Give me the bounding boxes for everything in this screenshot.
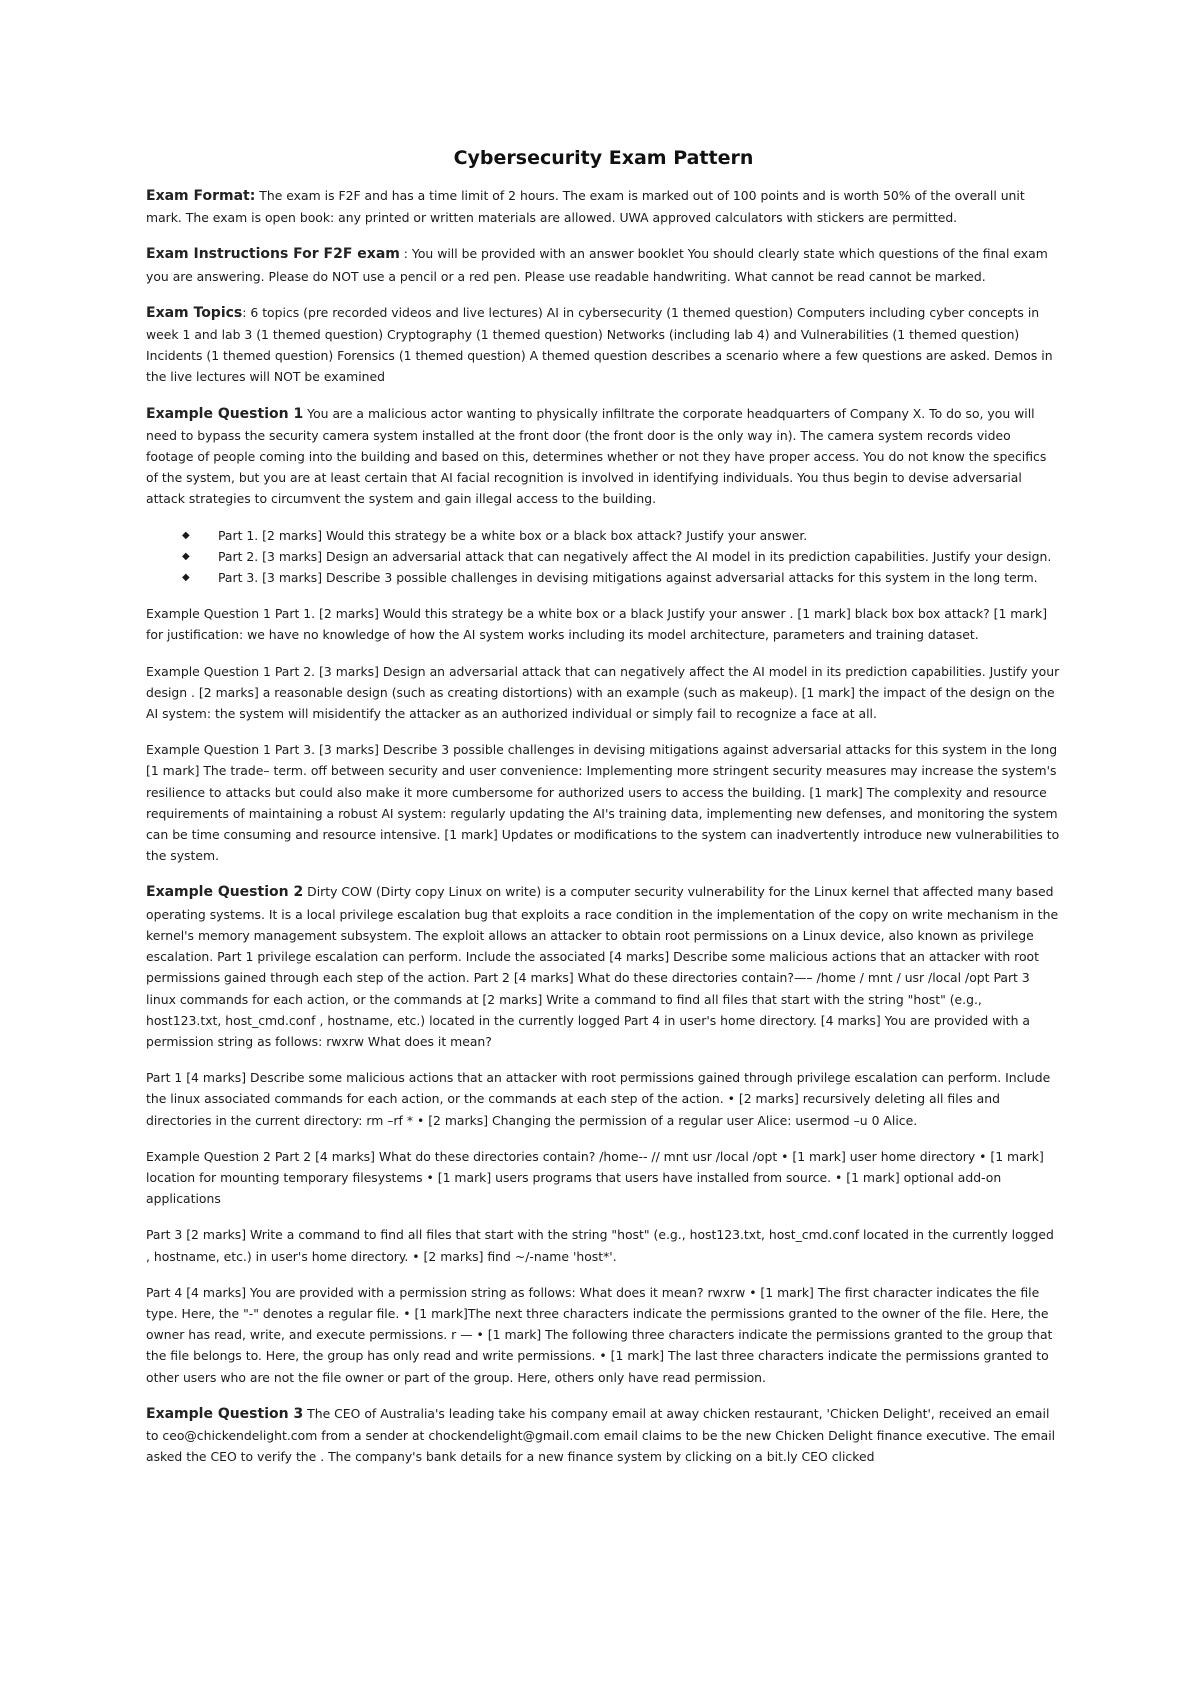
section-lead: Exam Format: xyxy=(146,188,256,204)
diamond-bullet-icon: ◆ xyxy=(182,550,190,562)
section-lead: Example Question 3 xyxy=(146,1405,304,1422)
section-lead: Example Question 2 xyxy=(146,884,304,901)
exam-topics-paragraph xyxy=(146,302,1061,388)
example-question-2-paragraph xyxy=(146,881,1061,1052)
section-lead: Exam Topics xyxy=(146,304,243,321)
example-question-3-paragraph xyxy=(146,1403,1061,1468)
document-title: Cybersecurity Exam Pattern xyxy=(453,147,754,169)
diamond-bullet-icon: ◆ xyxy=(182,572,190,584)
section-lead: Exam Instructions For F2F exam xyxy=(146,246,400,263)
list-item xyxy=(182,567,1061,588)
diamond-bullet-icon: ◆ xyxy=(182,529,190,541)
q2-part1-answer: Part 1 [4 marks] Describe some malicious actions that an attacker with root permissions gained through privilege escalation can perform. Include the linux associated commands for each action, or the commands at each step of the action. • [2 marks] recursively deleting all files and directories in the current directory: rm –rf * • [2 marks] Changing the permission of a regular user Alice: usermod –u 0 Alice. xyxy=(146,1070,1051,1128)
q2-part3-answer: Part 3 [2 marks] Write a command to find all files that start with the string "host" (e.g., host123.txt, host_cmd.conf located in the currently logged , hostname, etc.) in user's home directory. • [2 marks] find ~/-name 'host*'. xyxy=(146,1227,1054,1264)
q1-part2-answer: Example Question 1 Part 2. [3 marks] Design an adversarial attack that can negatively affect the AI model in its prediction capabilities. Justify your design . [2 marks] a reasonable design (such as creating distortions) with an example (such as makeup). [1 mark] the impact of the design on the AI system: the system will misidentify the attacker as an authorized individual or simply fail to recognize a face at all. xyxy=(146,663,1060,722)
list-item xyxy=(182,546,1061,567)
section-lead: Example Question 1 xyxy=(146,405,304,422)
question-1-parts-list xyxy=(146,525,1061,589)
section-body: You are a malicious actor wanting to physically infiltrate the corporate headquarters of Company X. To do so, you will need to bypass the security camera system installed at the front door (the front door is the only way in). The camera system records video footage of people coming into the building and based on this, determines whether or not they have proper access. You do not know the specifics of the system, but you are at least certain that AI facial recognition is involved in identifying individuals. You thus begin to devise adversarial attack strategies to circumvent the system and gain illegal access to the building. xyxy=(146,405,1047,507)
exam-instructions-paragraph xyxy=(146,243,1061,286)
q1-part3-answer: Example Question 1 Part 3. [3 marks] Describe 3 possible challenges in devising mitigations against adversarial attacks for this system in the long [1 mark] The trade– term. off between security and user convenience: Implementing more stringent security measures may increase the system's resilience to attacks but could also make it more cumbersome for authorized users to access the building. [1 mark] The complexity and resource requirements of maintaining a robust AI system: regularly updating the AI's training data, implementing new defenses, and monitoring the system can be time consuming and resource intensive. [1 mark] Updates or modifications to the system can inadvertently introduce new vulnerabilities to the system. xyxy=(146,742,1060,864)
exam-format-paragraph xyxy=(146,185,1061,228)
q2-part4-answer: Part 4 [4 marks] You are provided with a permission string as follows: What does it mean? rwxrw • [1 mark] The first character indicates the file type. Here, the "-" denotes a regular file. • [1 mark]The next three characters indicate the permissions granted to the owner of the file. Here, the owner has read, write, and execute permissions. r — • [1 mark] The following three characters indicate the permissions granted to the group that the file belongs to. Here, the group has only read and write permissions. • [1 mark] The last three characters indicate the permissions granted to other users who are not the file owner or part of the group. Here, others only have read permission. xyxy=(146,1284,1053,1385)
section-body: The CEO of Australia's leading take his company email at away chicken restaurant, 'Chicken Delight', received an email to ceo@chickendelight.com from a sender at chockendelight@gmail.com email claims to be the new Chicken Delight finance executive. The email asked the CEO to verify the . The company's bank details for a new finance system by clicking on a bit.ly CEO clicked xyxy=(146,1405,1056,1465)
list-item-text: Part 3. [3 marks] Describe 3 possible challenges in devising mitigations against adversarial attacks for this system in the long term. xyxy=(218,570,1038,586)
section-body: The exam is F2F and has a time limit of 2 hours. The exam is marked out of 100 points and is worth 50% of the overall unit mark. The exam is open book: any printed or written materials are allowed. UWA approved calculators with stickers are permitted. xyxy=(146,188,1025,226)
q1-part1-answer: Example Question 1 Part 1. [2 marks] Would this strategy be a white box or a black Justify your answer . [1 mark] black box box attack? [1 mark] for justification: we have no knowledge of how the AI system works including its model architecture, parameters and training dataset. xyxy=(146,606,1048,643)
section-body: : You will be provided with an answer booklet You should clearly state which questions of the final exam you are answering. Please do NOT use a pencil or a red pen. Please use readable handwriting. What cannot be read cannot be marked. xyxy=(146,246,1048,284)
document-page xyxy=(146,145,1061,1482)
section-body: : 6 topics (pre recorded videos and live lectures) AI in cybersecurity (1 themed question) Computers including cyber concepts in week 1 and lab 3 (1 themed question) Cryptography (1 themed question) Networks (including lab 4) and Vulnerabilities (1 themed question) Incidents (1 themed question) Forensics (1 themed question) A themed question describes a scenario where a few questions are asked. Demos in the live lectures will NOT be examined xyxy=(146,304,1053,385)
example-question-1-paragraph xyxy=(146,403,1061,510)
list-item-text: Part 2. [3 marks] Design an adversarial attack that can negatively affect the AI model in its prediction capabilities. Justify your design. xyxy=(218,548,1052,564)
section-body: Dirty COW (Dirty copy Linux on write) is a computer security vulnerability for the Linux kernel that affected many based operating systems. It is a local privilege escalation bug that exploits a race condition in the implementation of the copy on write mechanism in the kernel's memory management subsystem. The exploit allows an attacker to obtain root permissions on a Linux device, also known as privilege escalation. Part 1 privilege escalation can perform. Include the associated [4 marks] Describe some malicious actions that an attacker with root permissions gained through each step of the action. Part 2 [4 marks] What do these directories contain?—– /home / mnt / usr /local /opt Part 3 linux commands for each action, or the commands at [2 marks] Write a command to find all files that start with the string "host" (e.g., host123.txt, host_cmd.conf , hostname, etc.) located in the currently logged Part 4 in user's home directory. [4 marks] You are provided with a permission string as follows: rwxrw What does it mean? xyxy=(146,884,1059,1049)
list-item-text: Part 1. [2 marks] Would this strategy be a white box or a black box attack? Justify your answer. xyxy=(218,527,808,543)
q2-part2-answer: Example Question 2 Part 2 [4 marks] What do these directories contain? /home-- // mnt usr /local /opt • [1 mark] user home directory • [1 mark] location for mounting temporary filesystems • [1 mark] users programs that users have installed from source. • [1 mark] optional add-on applications xyxy=(146,1148,1044,1207)
list-item xyxy=(182,525,1061,546)
